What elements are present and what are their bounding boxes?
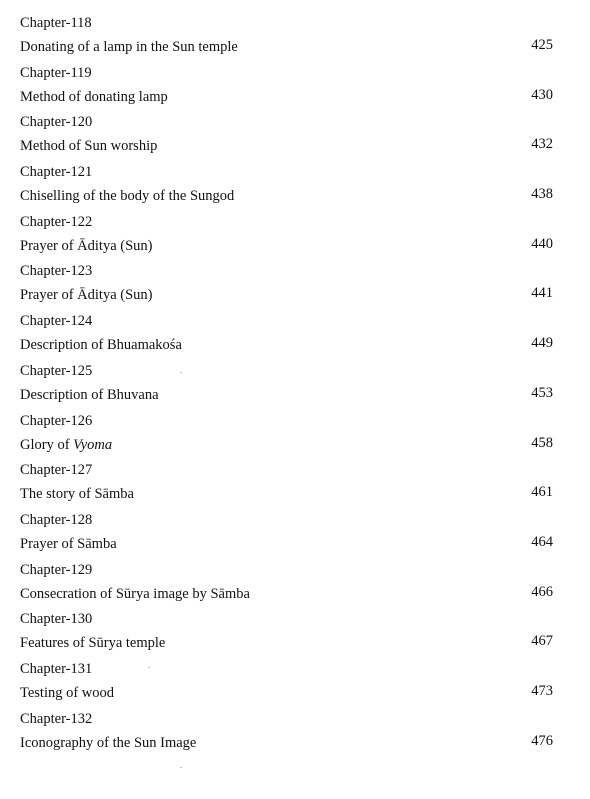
- page-number: 461: [531, 484, 553, 501]
- toc-entry-124: [20, 310, 555, 360]
- chapter-title-text: Glory of: [20, 436, 70, 453]
- page-number: 458: [531, 434, 553, 451]
- chapter-title: [20, 436, 112, 454]
- toc-entry-131: [20, 658, 555, 708]
- chapter-title: Prayer of Āditya (Sun): [20, 237, 153, 254]
- chapter-label: Chapter-129: [20, 561, 93, 578]
- toc-entry-123: [20, 260, 555, 310]
- scan-speck: [148, 667, 150, 668]
- scan-speck: [180, 372, 182, 373]
- chapter-title: Consecration of Sūrya image by Sāmba: [20, 585, 250, 602]
- page-number: 425: [531, 37, 553, 53]
- toc-entry-120: [20, 111, 555, 161]
- page-number: 440: [531, 235, 553, 252]
- toc-entry-130: [20, 608, 555, 658]
- page-number: 464: [531, 533, 553, 550]
- chapter-label: Chapter-131: [20, 660, 93, 677]
- chapter-label: Chapter-127: [20, 462, 93, 479]
- chapter-label: Chapter-130: [20, 611, 93, 628]
- toc-entry-128: [20, 509, 555, 559]
- toc-entry-119: [20, 62, 555, 112]
- toc-entry-121: [20, 161, 555, 211]
- toc-entry-129: [20, 559, 555, 609]
- page-number: 453: [531, 384, 553, 401]
- chapter-label: Chapter-128: [20, 511, 93, 528]
- toc-entry-125: [20, 360, 555, 410]
- chapter-title: Method of Sun worship: [20, 138, 158, 155]
- chapter-label: Chapter-121: [20, 164, 93, 181]
- chapter-title: Features of Sūrya temple: [20, 635, 166, 652]
- toc-entry-126: [20, 410, 555, 460]
- page-number: 441: [531, 285, 553, 302]
- chapter-label: Chapter-118: [20, 15, 92, 31]
- chapter-label: Chapter-119: [20, 64, 92, 81]
- chapter-title: The story of Sāmba: [20, 486, 134, 503]
- chapter-title: Chiselling of the body of the Sungod: [20, 188, 235, 205]
- toc-entry-122: [20, 211, 555, 261]
- page-number: 466: [531, 583, 553, 600]
- page-number: 430: [531, 86, 553, 103]
- table-of-contents: [20, 12, 555, 757]
- chapter-title: Testing of wood: [20, 684, 115, 701]
- chapter-label: Chapter-120: [20, 114, 93, 131]
- chapter-title: Iconography of the Sun Image: [20, 734, 197, 751]
- page-number: 438: [531, 186, 553, 203]
- page-number: 449: [531, 335, 553, 352]
- page-number: 467: [531, 633, 553, 650]
- chapter-label: Chapter-126: [20, 412, 93, 429]
- chapter-label: Chapter-132: [20, 710, 93, 727]
- chapter-title: Prayer of Sāmba: [20, 535, 117, 552]
- chapter-title: Description of Bhuvana: [20, 386, 159, 403]
- chapter-title-italic: Vyoma: [73, 436, 113, 453]
- chapter-label: Chapter-125: [20, 362, 93, 379]
- chapter-title: Donating of a lamp in the Sun temple: [20, 39, 238, 55]
- toc-entry-127: [20, 459, 555, 509]
- chapter-title: Method of donating lamp: [20, 88, 168, 105]
- chapter-label: Chapter-122: [20, 213, 93, 230]
- toc-entry-118: [20, 12, 555, 62]
- page-number: 476: [531, 732, 553, 749]
- chapter-label: Chapter-124: [20, 313, 93, 330]
- page-number: 432: [531, 136, 553, 153]
- chapter-title: Description of Bhuamakośa: [20, 337, 182, 354]
- chapter-title: Prayer of Āditya (Sun): [20, 287, 153, 304]
- chapter-label: Chapter-123: [20, 263, 93, 280]
- page-number: 473: [531, 682, 553, 699]
- scan-speck: [180, 767, 182, 768]
- toc-entry-132: [20, 708, 555, 758]
